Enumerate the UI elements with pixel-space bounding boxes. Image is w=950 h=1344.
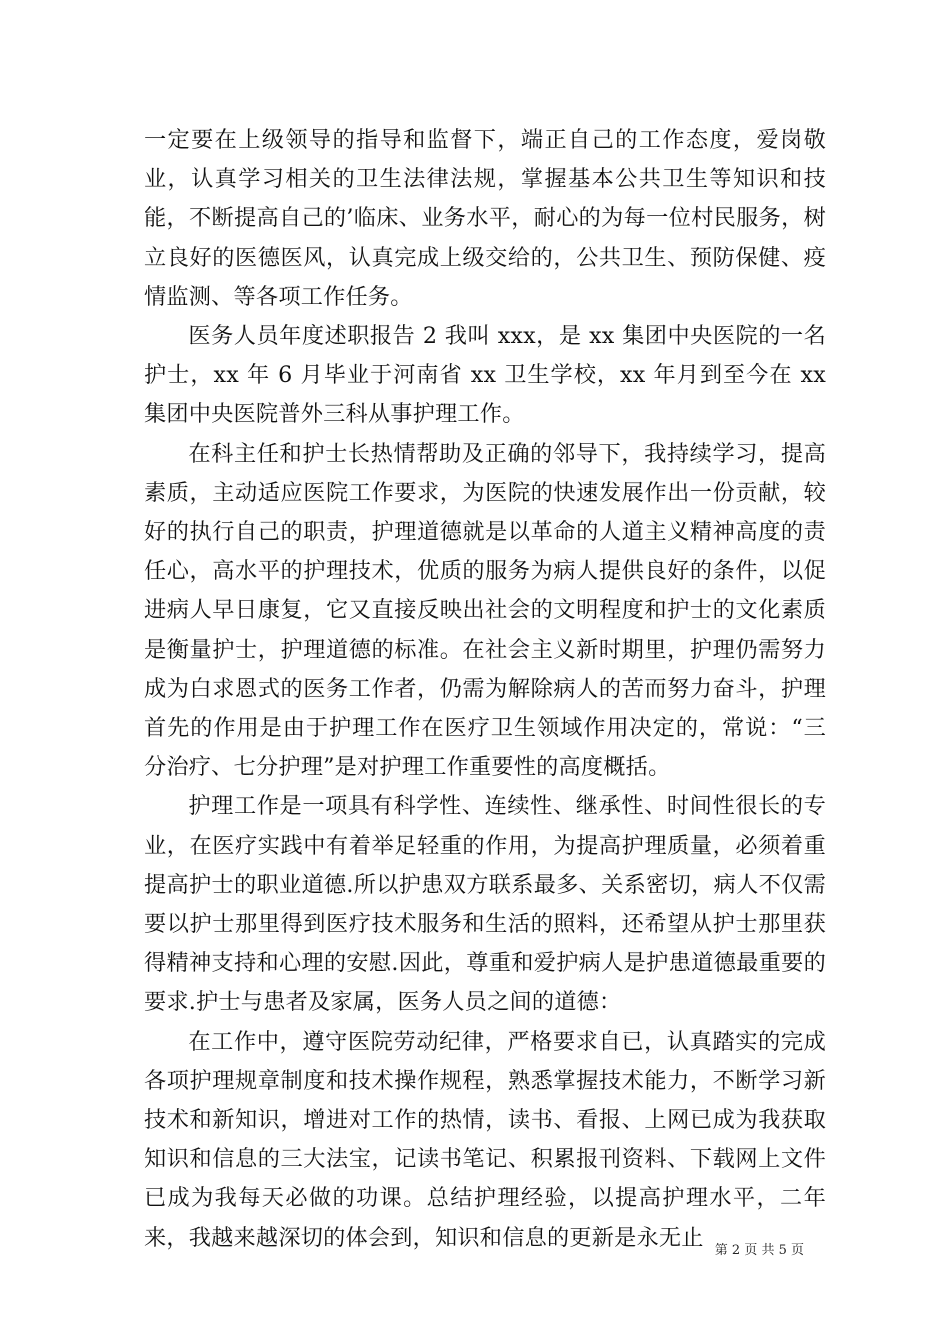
page-number-footer: 第 2 页 共 5 页 — [714, 1243, 804, 1258]
paragraph-2: 医务人员年度述职报告 2 我叫 xxx，是 xx 集团中央医院的一名护士，xx 年 6 月毕业于河南省 xx 卫生学校，xx 年月到至今在 xx 集团中央医院普外三科从事护理工作。 — [144, 323, 826, 428]
paragraph-4: 护理工作是一项具有科学性、连续性、继承性、时间性很长的专业，在医疗实践中有着举足轻重的作用，为提高护理质量，必须着重提高护士的职业道德.所以护患双方联系最多、关系密切，病人不仅需要以护士那里得到医疗技术服务和生活的照料，还希望从护士那里获得精神支持和心理的安慰.因此，尊重和爱护病人是护患道德最重要的要求.护士与患者及家属，医务人员之间的道德： — [144, 793, 826, 1016]
paragraph-3: 在科主任和护士长热情帮助及正确的邻导下，我持续学习，提高素质，主动适应医院工作要求，为医院的快速发展作出一份贡献，较好的执行自己的职责，护理道德就是以革命的人道主义精神高度的责任心，高水平的护理技术，优质的服务为病人提供良好的条件，以促进病人早日康复，它又直接反映出社会的文明程度和护士的文化素质是衡量护士，护理道德的标准。在社会主义新时期里，护理仍需努力成为白求恩式的医务工作者，仍需为解除病人的苦而努力奋斗，护理首先的作用是由于护理工作在医疗卫生领域作用决定的，常说：“三分治疗、七分护理”是对护理工作重要性的高度概括。 — [144, 440, 826, 781]
paragraph-1: 一定要在上级领导的指导和监督下，端正自己的工作态度，爱岗敬业，认真学习相关的卫生法律法规，掌握基本公共卫生等知识和技能，不断提高自己的’临床、业务水平，耐心的为每一位村民服务，树立良好的医德医风，认真完成上级交给的，公共卫生、预防保健、疫情监测、等各项工作任务。 — [144, 127, 826, 310]
paragraph-5: 在工作中，遵守医院劳动纪律，严格要求自已，认真踏实的完成各项护理规章制度和技术操作规程，熟悉掌握技术能力，不断学习新技术和新知识，增进对工作的热情，读书、看报、上网已成为我获取知识和信息的三大法宝，记读书笔记、积累报刊资料、下载网上文件已成为我每天必做的功课。总结护理经验，以提高护理水平，二年来，我越来越深切的体会到，知识和信息的更新是永无止 — [144, 1028, 826, 1251]
document-body — [144, 121, 826, 1258]
